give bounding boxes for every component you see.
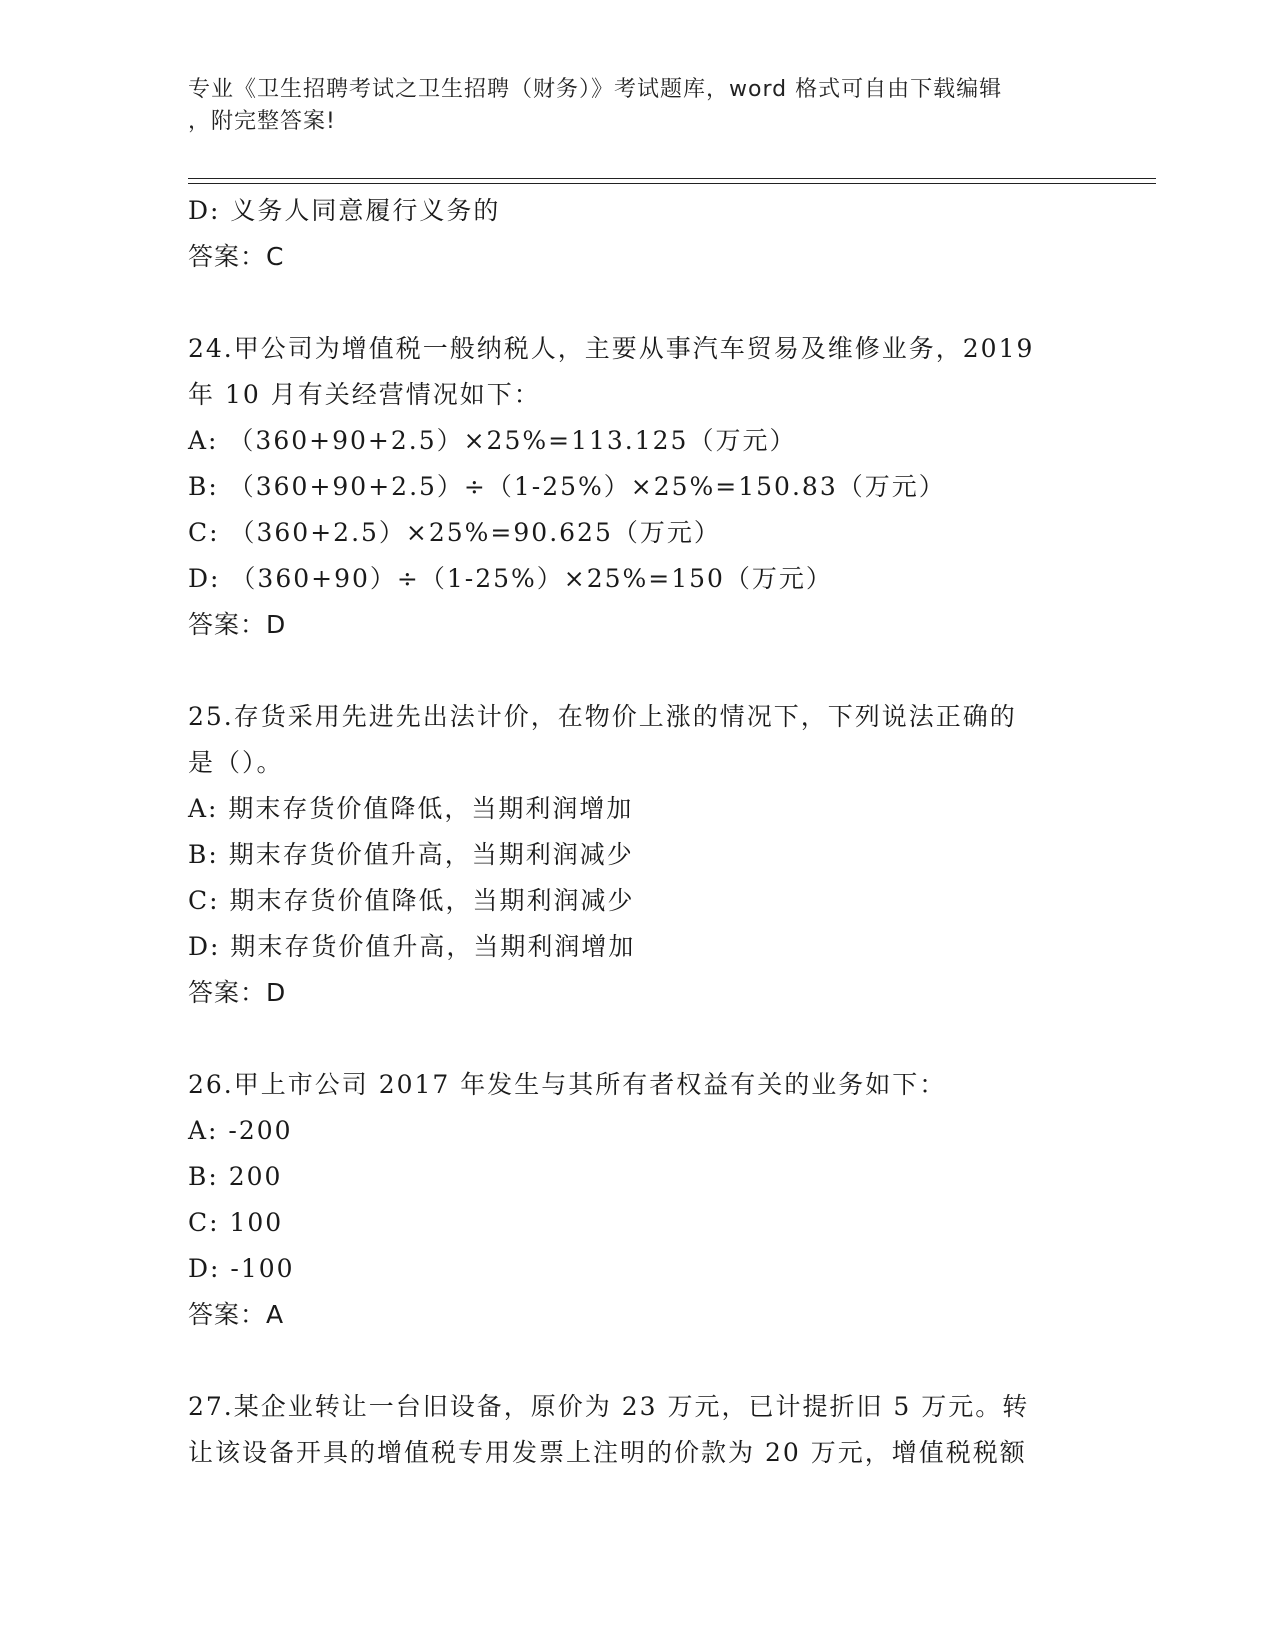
option-d: D: 期末存货价值升高，当期利润增加 — [188, 932, 636, 961]
option-b: B: 200 — [188, 1162, 283, 1191]
question-25 — [188, 694, 1088, 1016]
question-text-line-2: 让该设备开具的增值税专用发票上注明的价款为 20 万元，增值税税额 — [188, 1438, 1027, 1467]
option-c: C: 期末存货价值降低，当期利润减少 — [188, 886, 635, 915]
question-text-line-1: 26.甲上市公司 2017 年发生与其所有者权益有关的业务如下： — [188, 1070, 947, 1099]
option-d: D: 义务人同意履行义务的 — [188, 196, 501, 225]
header-divider-bottom — [188, 183, 1156, 184]
document-header — [188, 74, 1088, 138]
question-text-line-1: 25.存货采用先进先出法计价，在物价上涨的情况下，下列说法正确的 — [188, 702, 1017, 731]
question-text-line-1: 27.某企业转让一台旧设备，原价为 23 万元，已计提折旧 5 万元。转 — [188, 1392, 1030, 1421]
question-26 — [188, 1062, 1088, 1338]
question-text-line-2: 是（）。 — [188, 748, 284, 777]
spacer — [188, 1016, 1088, 1062]
spacer — [188, 1338, 1088, 1384]
option-c: C: 100 — [188, 1208, 284, 1237]
option-b: B: （360+90+2.5）÷（1-25%）×25%=150.83（万元） — [188, 472, 946, 501]
header-divider-top — [188, 178, 1156, 179]
spacer — [188, 648, 1088, 694]
option-d: D: -100 — [188, 1254, 295, 1283]
prev-question — [188, 188, 1088, 280]
question-text-line-2: 年 10 月有关经营情况如下： — [188, 380, 541, 409]
option-c: C: （360+2.5）×25%=90.625（万元） — [188, 518, 721, 547]
spacer — [188, 280, 1088, 326]
question-27 — [188, 1384, 1088, 1476]
option-b: B: 期末存货价值升高，当期利润减少 — [188, 840, 634, 869]
question-24 — [188, 326, 1088, 648]
answer: 答案：C — [188, 242, 285, 271]
answer: 答案：A — [188, 1300, 285, 1329]
option-a: A: 期末存货价值降低，当期利润增加 — [188, 794, 634, 823]
header-line-2: ，附完整答案! — [188, 109, 336, 134]
header-line-1: 专业《卫生招聘考试之卫生招聘（财务）》考试题库，word 格式可自由下载编辑 — [188, 77, 1003, 102]
answer: 答案：D — [188, 610, 287, 639]
answer: 答案：D — [188, 978, 287, 1007]
question-text-line-1: 24.甲公司为增值税一般纳税人，主要从事汽车贸易及维修业务，2019 — [188, 334, 1035, 363]
option-a: A: -200 — [188, 1116, 293, 1145]
option-a: A: （360+90+2.5）×25%=113.125（万元） — [188, 426, 797, 455]
option-d: D: （360+90）÷（1-25%）×25%=150（万元） — [188, 564, 833, 593]
document-body — [188, 188, 1088, 1476]
